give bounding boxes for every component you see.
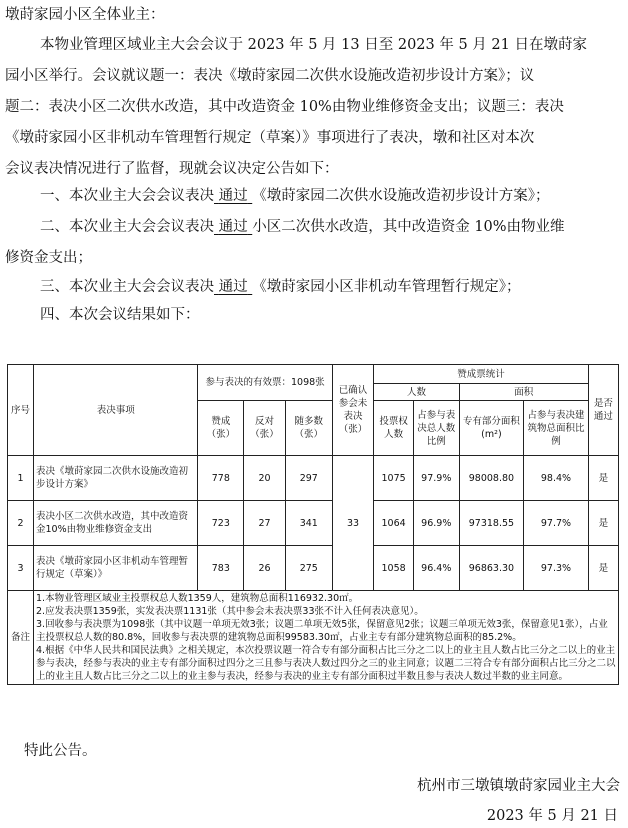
- passed-mark: 通过: [218, 219, 248, 235]
- resolution-item-2: [40, 217, 565, 237]
- cell-yes: 783: [198, 546, 244, 591]
- resolution-item-2-cont: 修资金支出；: [5, 250, 92, 266]
- cell-follow: 341: [285, 501, 332, 546]
- cell-follow: 297: [285, 456, 332, 501]
- cell-follow: 275: [285, 546, 332, 591]
- signature: 杭州市三墩镇墩莳家园业主大会: [417, 778, 620, 794]
- cell-matter: 表决《墩莳家园小区非机动车管理暂行规定（草案）》: [34, 546, 198, 591]
- passed-mark: 通过: [218, 279, 248, 295]
- header-no: 反对（张）: [244, 401, 286, 456]
- item-prefix: 一、本次业主大会会议表决: [40, 188, 214, 204]
- results-table: [7, 364, 619, 685]
- resolution-item-4: 四、本次会议结果如下：: [40, 307, 200, 323]
- resolution-item-1: [40, 186, 549, 206]
- cell-people-ratio: 97.9%: [413, 456, 459, 501]
- cell-seq: 2: [8, 501, 34, 546]
- header-passed: 是否通过: [588, 365, 618, 456]
- paragraph-line: 题二：表决小区二次供水改造，其中改造资金 10%由物业维修资金支出；议题三：表决: [5, 99, 564, 115]
- item-text: 小区二次供水改造，其中改造资金 10%由物业维: [252, 219, 565, 235]
- cell-voters: 1075: [374, 456, 414, 501]
- cell-area-ratio: 97.3%: [524, 546, 589, 591]
- cell-people-ratio: 96.9%: [413, 501, 459, 546]
- notes-cell: [34, 591, 619, 685]
- paragraph-line: 本物业管理区域业主大会会议于 2023 年 5 月 13 日至 2023 年 5 月 21 日在墩莳家: [40, 37, 587, 53]
- cell-passed: 是: [588, 546, 618, 591]
- item-prefix: 二、本次业主大会会议表决: [40, 219, 214, 235]
- paragraph-line: 《墩莳家园小区非机动车管理暂行规定（草案）》事项进行了表决，墩和社区对本次: [5, 130, 535, 146]
- cell-people-ratio: 96.4%: [413, 546, 459, 591]
- notes-label: 备注: [8, 591, 34, 685]
- cell-no: 26: [244, 546, 286, 591]
- cell-yes: 723: [198, 501, 244, 546]
- table-row: [8, 456, 619, 501]
- cell-no: 20: [244, 456, 286, 501]
- note-4: 4.根据《中华人民共和国民法典》之相关规定，本次投票议题一符合专有部分面积占比三分之二以上的业主且人数占比三分之二以上的业主参与表决，经参与表决的业主专有部分面积过四分之三且参与表决人数过四分之三的业主同意；议题二三符合专有部分面积占比三分之二以上的业主且人数占比三分之二以上的业主参与表决，经参与表决的业主专有部分面积过半数且参与表决人数过半数的业主同意。: [36, 645, 616, 682]
- header-seq: 序号: [8, 365, 34, 456]
- header-area: 面积: [459, 384, 588, 401]
- passed-mark: 通过: [218, 188, 248, 204]
- cell-voters: 1058: [374, 546, 414, 591]
- date: 2023 年 5 月 21 日: [486, 808, 618, 824]
- cell-matter: 表决小区二次供水改造，其中改造资金10%由物业维修资金支出: [34, 501, 198, 546]
- cell-matter: 表决《墩莳家园二次供水设施改造初步设计方案》: [34, 456, 198, 501]
- header-people-ratio: 占参与表决总人数比例: [413, 401, 459, 456]
- item-text: 《墩莳家园小区非机动车管理暂行规定》；: [252, 279, 521, 295]
- header-voters: 投票权人数: [374, 401, 414, 456]
- closing-text: 特此公告。: [24, 743, 97, 759]
- cell-area: 96863.30: [459, 546, 524, 591]
- header-people: 人数: [374, 384, 459, 401]
- item-text: 《墩莳家园二次供水设施改造初步设计方案》；: [252, 188, 550, 204]
- salutation: 墩莳家园小区全体业主：: [5, 7, 165, 23]
- note-3: 3.回收参与表决票为1098张（其中议题一单项无效3张；议题二单项无效5张，保留意见2张；议题三单项无效3张，保留意见1张），占业主投票权总人数的80.8%，回收参与表决票的建筑物总面积99583.30㎡，占业主专有部分建筑物总面积的85.2%。: [36, 619, 608, 643]
- header-approve-stats: 赞成票统计: [374, 365, 588, 384]
- item-prefix: 三、本次业主大会会议表决: [40, 279, 214, 295]
- note-1: 1.本物业管理区域业主投票权总人数1359人，建筑物总面积116932.30㎡。: [36, 593, 359, 604]
- cell-no: 27: [244, 501, 286, 546]
- header-confirmed: 已确认参会未表决（张）: [332, 365, 374, 456]
- cell-area-ratio: 97.7%: [524, 501, 589, 546]
- paragraph-line: 会议表决情况进行了监督，现就会议决定公告如下：: [5, 161, 339, 177]
- cell-confirmed: 33: [332, 456, 374, 591]
- cell-seq: 3: [8, 546, 34, 591]
- header-yes: 赞成（张）: [198, 401, 244, 456]
- resolution-item-3: [40, 277, 520, 297]
- cell-area-ratio: 98.4%: [524, 456, 589, 501]
- table-row: [8, 546, 619, 591]
- notes-row: [8, 591, 619, 685]
- header-matter: 表决事项: [34, 365, 198, 456]
- cell-passed: 是: [588, 456, 618, 501]
- header-valid-votes: 参与表决的有效票：1098张: [198, 365, 332, 401]
- cell-area: 98008.80: [459, 456, 524, 501]
- cell-yes: 778: [198, 456, 244, 501]
- table-row: [8, 501, 619, 546]
- header-own-area: 专有部分面积(m²): [459, 401, 524, 456]
- paragraph-line: 园小区举行。会议就议题一：表决《墩莳家园二次供水设施改造初步设计方案》；议: [5, 68, 535, 84]
- cell-seq: 1: [8, 456, 34, 501]
- note-2: 2.应发表决票1359张，实发表决票1131张（其中参会未表决票33张不计入任何表决意见）。: [36, 606, 424, 617]
- cell-area: 97318.55: [459, 501, 524, 546]
- header-follow: 随多数（张）: [285, 401, 332, 456]
- cell-passed: 是: [588, 501, 618, 546]
- header-area-ratio: 占参与表决建筑物总面积比例: [524, 401, 589, 456]
- cell-voters: 1064: [374, 501, 414, 546]
